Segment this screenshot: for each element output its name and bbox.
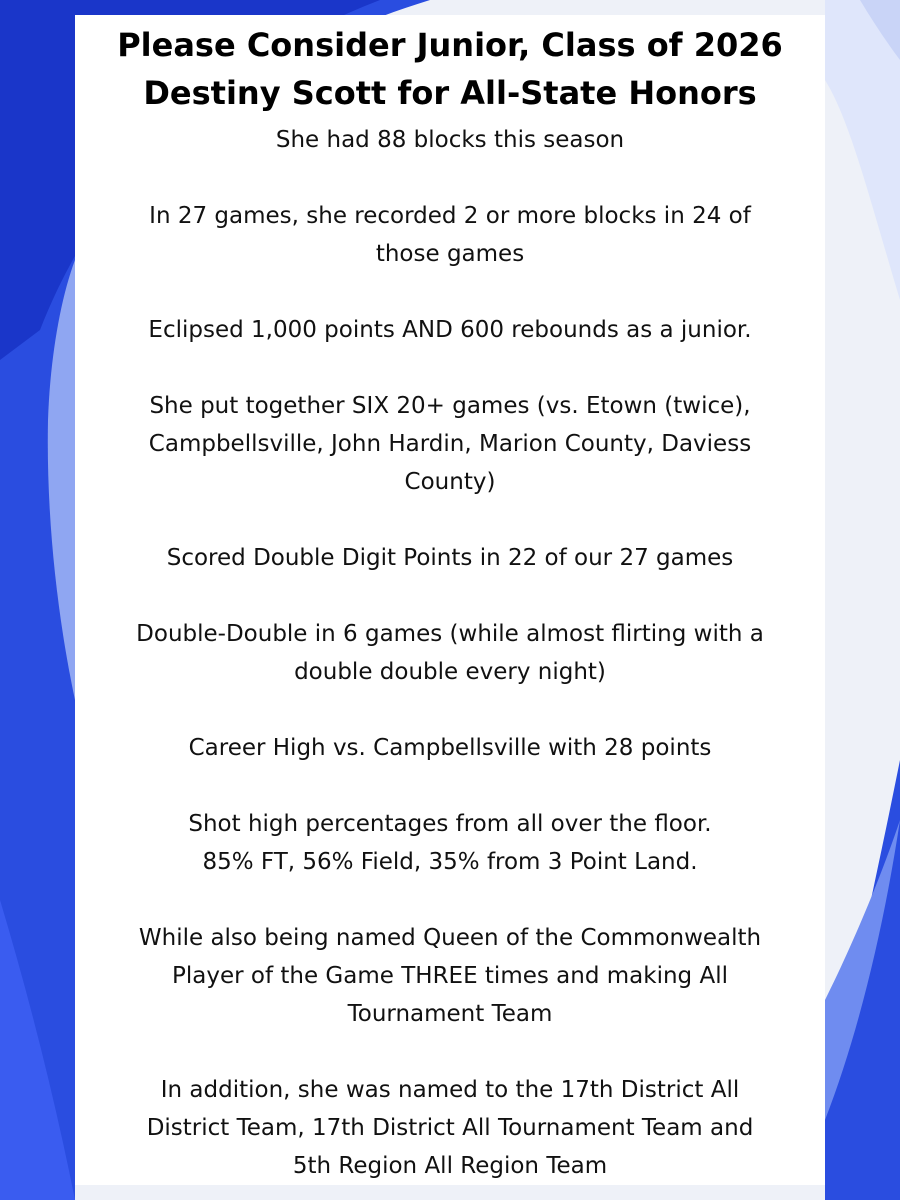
text-line: double double every night) — [294, 659, 606, 685]
text-line: She put together SIX 20+ games (vs. Etown (twice), — [149, 393, 751, 419]
text-line: Eclipsed 1,000 points AND 600 rebounds as a junior. — [148, 317, 752, 343]
text-line: District Team, 17th District All Tournament Team and — [146, 1115, 754, 1141]
text-line: County) — [404, 469, 496, 495]
stat-20-plus-games — [83, 387, 817, 501]
text-line: Career High vs. Campbellsville with 28 points — [188, 735, 712, 761]
stat-milestones — [83, 311, 817, 349]
text-line: Player of the Game THREE times and making All — [172, 963, 728, 989]
page-title — [83, 21, 817, 117]
stat-double-doubles — [83, 615, 817, 691]
content-card — [75, 15, 825, 1185]
text-line: While also being named Queen of the Commonwealth — [138, 925, 762, 951]
stat-awards — [83, 919, 817, 1033]
title-line-1: Please Consider Junior, Class of 2026 — [117, 26, 783, 64]
text-line: Scored Double Digit Points in 22 of our 27 games — [166, 545, 734, 571]
stat-district-teams — [83, 1071, 817, 1185]
text-line: Double-Double in 6 games (while almost flirting with a — [136, 621, 764, 647]
title-line-2: Destiny Scott for All-State Honors — [143, 74, 757, 112]
stat-multi-block-games — [83, 197, 817, 273]
text-line: Campbellsville, John Hardin, Marion County, Daviess — [148, 431, 752, 457]
stat-percentages — [83, 805, 817, 881]
text-line: She had 88 blocks this season — [275, 127, 625, 153]
text-line: In addition, she was named to the 17th District All — [160, 1077, 740, 1103]
stat-career-high — [83, 729, 817, 767]
text-line: Shot high percentages from all over the floor. — [188, 811, 712, 837]
text-line: 85% FT, 56% Field, 35% from 3 Point Land. — [202, 849, 698, 875]
stat-double-digits — [83, 539, 817, 577]
stat-blocks — [83, 121, 817, 159]
text-line: those games — [375, 241, 525, 267]
text-line: Tournament Team — [347, 1001, 553, 1027]
text-line: In 27 games, she recorded 2 or more blocks in 24 of — [149, 203, 751, 229]
text-line: 5th Region All Region Team — [292, 1153, 608, 1179]
